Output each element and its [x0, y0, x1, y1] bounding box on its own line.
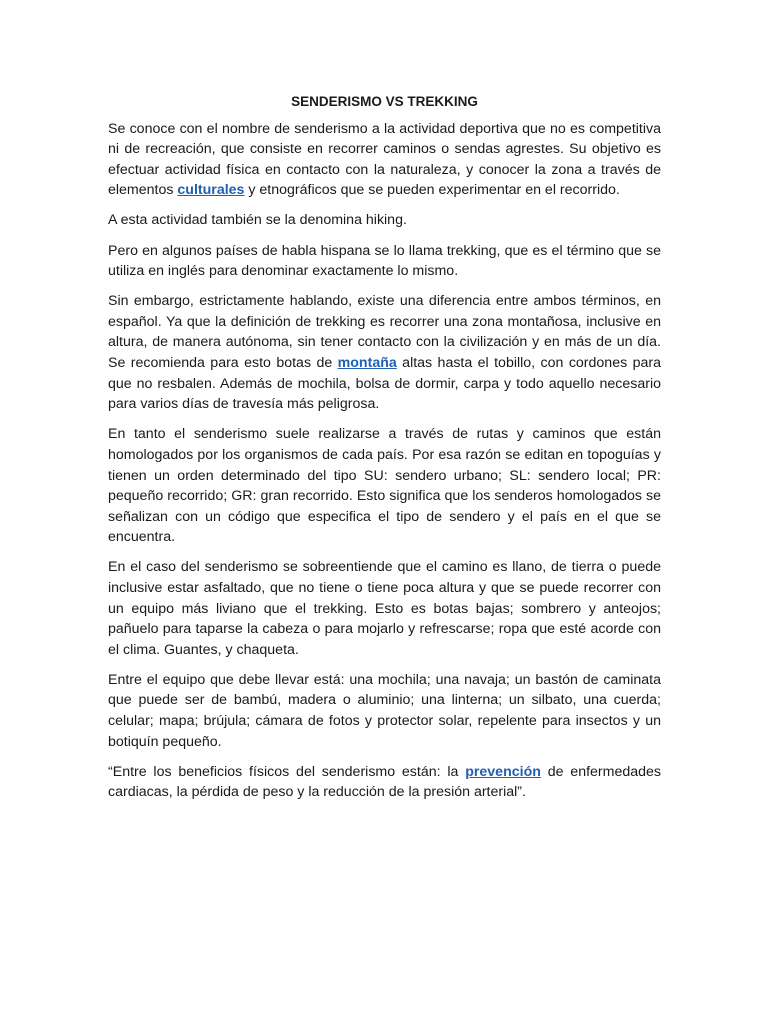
- paragraph-4-text-before: Sin embargo, estrictamente hablando, existe una diferencia entre ambos términos, en español. Ya que la definición de trekking es recorrer una zona montañosa, inclusive en altura, de manera autónoma, sin tener contacto con la civilización y en más de un día. Se recomienda para esto botas de: [108, 293, 661, 372]
- document-page: [108, 92, 661, 812]
- paragraph-5: En tanto el senderismo suele realizarse a través de rutas y caminos que están homologados por los organismos de cada país. Por esa razón se editan en topoguías y tienen un orden determinado del tipo SU: sendero urbano; SL: sendero local; PR: pequeño recorrido; GR: gran recorrido. Esto significa que los senderos homologados se señalizan con un código que especifica el tipo de sendero y el país en el que se encuentra.: [108, 426, 661, 546]
- link-prevencion[interactable]: prevención: [465, 763, 541, 780]
- paragraph-7: Entre el equipo que debe llevar está: una mochila; una navaja; un bastón de caminata que puede ser de bambú, madera o aluminio; una linterna; un silbato, una cuerda; celular; mapa; brújula; cámara de fotos y protector solar, repelente para insectos y un botiquín pequeño.: [108, 671, 661, 750]
- paragraph-4-text-after: altas hasta el tobillo, con cordones para que no resbalen. Además de mochila, bolsa de dormir, carpa y todo aquello necesario para varios días de travesía más peligrosa.: [108, 355, 661, 413]
- paragraph-1-text-before: Se conoce con el nombre de senderismo a la actividad deportiva que no es competitiva ni de recreación, que consiste en recorrer caminos o sendas agrestes. Su objetivo es efectuar actividad física en contacto con la naturaleza, y conocer la zona a través de elementos: [108, 120, 661, 199]
- document-title: SENDERISMO VS TREKKING: [291, 94, 478, 109]
- paragraph-2: A esta actividad también se la denomina hiking.: [108, 212, 407, 229]
- paragraph-8-text-after: de enfermedades cardiacas, la pérdida de peso y la reducción de la presión arterial”.: [108, 763, 662, 801]
- paragraph-8-text-before: “Entre los beneficios físicos del senderismo están: la: [108, 763, 466, 780]
- paragraph-6: En el caso del senderismo se sobreentiende que el camino es llano, de tierra o puede inclusive estar asfaltado, que no tiene o tiene poca altura y que se puede recorrer con un equipo más liviano que el trekking. Esto es botas bajas; sombrero y anteojos; pañuelo para taparse la cabeza o para mojarlo y refrescarse; ropa que esté acorde con el clima. Guantes, y chaqueta.: [108, 559, 661, 658]
- paragraph-1-text-after: y etnográficos que se pueden experimentar en el recorrido.: [244, 182, 620, 199]
- paragraph-1: [108, 119, 661, 201]
- link-culturales[interactable]: culturales: [177, 182, 245, 199]
- link-montana[interactable]: montaña: [337, 355, 397, 372]
- paragraph-4: [108, 291, 661, 415]
- paragraph-3: Pero en algunos países de habla hispana se lo llama trekking, que es el término que se utiliza en inglés para denominar exactamente lo mismo.: [108, 242, 661, 280]
- paragraph-8: [108, 762, 661, 803]
